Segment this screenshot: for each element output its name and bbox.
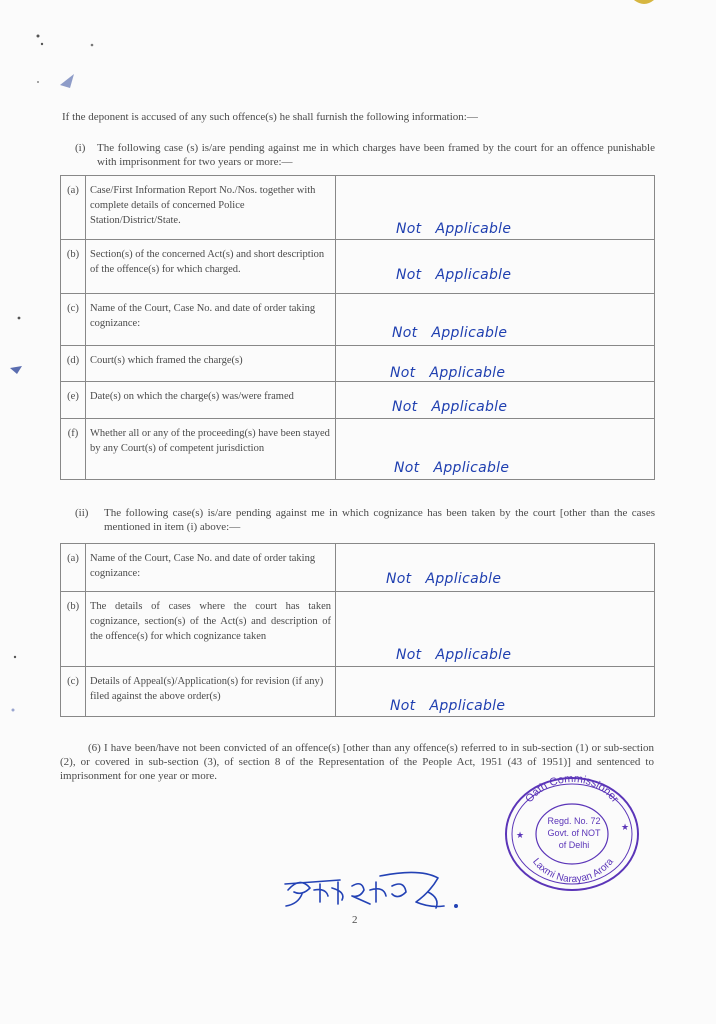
answer-word-1: Not [394,460,420,476]
handwritten-answer [390,699,505,714]
row-label: (b) [61,240,86,294]
handwritten-answer [394,461,509,476]
table-row [61,382,655,419]
deponent-signature [280,862,470,922]
oath-commissioner-stamp [500,768,645,893]
row-label: (a) [61,176,86,240]
answer-word-2: Applicable [431,325,508,341]
answer-word-1: Not [396,221,422,237]
section-1-text: The following case (s) is/are pending against me in which charges have been framed by the court for an offence punishable with imprisonment for two years or more:— [97,142,655,168]
handwritten-answer [386,572,501,587]
row-description: Section(s) of the concerned Act(s) and short description of the offence(s) for which charged. [86,240,336,294]
row-answer [336,419,655,480]
answer-word-2: Applicable [429,698,506,714]
answer-word-1: Not [396,647,422,663]
row-label: (c) [61,294,86,346]
table-row [61,176,655,240]
section-2-number: (ii) [75,507,89,519]
row-answer [336,294,655,346]
row-label: (a) [61,544,86,592]
section-1-number: (i) [75,142,86,154]
stamp-bottom-text: Laxmi Narayan Arora [530,856,616,886]
table-row [61,419,655,480]
row-answer [336,346,655,382]
table-row [61,592,655,667]
row-description: Case/First Information Report No./Nos. together with complete details of concerned Police Station/District/State. [86,176,336,240]
row-label: (e) [61,382,86,419]
intro-text: If the deponent is accused of any such offence(s) he shall furnish the following information:— [62,111,478,123]
answer-word-1: Not [390,365,416,381]
scan-specks [30,30,110,100]
answer-word-2: Applicable [429,365,506,381]
answer-word-1: Not [390,698,416,714]
answer-word-2: Applicable [435,267,512,283]
handwritten-answer [392,400,507,415]
row-answer [336,176,655,240]
answer-word-2: Applicable [435,221,512,237]
row-description: The details of cases where the court has taken cognizance, section(s) of the Act(s) and description of the offence(s) for which cognizance taken [86,592,336,667]
row-description: Court(s) which framed the charge(s) [86,346,336,382]
row-label: (c) [61,667,86,717]
answer-word-2: Applicable [431,399,508,415]
section-2-table [60,543,655,717]
page-number: 2 [352,914,358,926]
table-row [61,294,655,346]
table-row [61,346,655,382]
row-description: Details of Appeal(s)/Application(s) for revision (if any) filed against the above order(s) [86,667,336,717]
handwritten-answer [396,222,511,237]
answer-word-2: Applicable [425,571,502,587]
answer-word-2: Applicable [433,460,510,476]
table-row [61,544,655,592]
answer-word-1: Not [386,571,412,587]
row-description: Name of the Court, Case No. and date of order taking cognizance: [86,294,336,346]
stamp-top-text: Oath Commissioner [523,772,622,806]
table-row [61,240,655,294]
stamp-star-left: ★ [516,830,525,840]
paragraph-6: (6) I have been/have not been convicted of an offence(s) [other than any offence(s) referred to in sub-section (1) or sub-section (2), or covered in sub-section (3), of section 8 of the Representation of the People Act, 1951 (43 of 1951)] and sentenced to imprisonment for one year or more. [60,742,654,782]
row-description: Date(s) on which the charge(s) was/were framed [86,382,336,419]
row-description: Name of the Court, Case No. and date of order taking cognizance: [86,544,336,592]
table-row [61,667,655,717]
section-1-heading [75,141,655,171]
stamp-line-2: Govt. of NOT [547,828,601,838]
handwritten-answer [392,326,507,341]
row-label: (b) [61,592,86,667]
row-answer [336,382,655,419]
stamp-star-right: ★ [621,822,630,832]
handwritten-answer [390,366,505,381]
stamp-line-3: of Delhi [558,840,590,850]
answer-word-1: Not [392,399,418,415]
handwritten-answer [396,268,511,283]
answer-word-1: Not [392,325,418,341]
section-1-table [60,175,655,480]
row-answer [336,592,655,667]
section-2-text: The following case(s) is/are pending against me in which cognizance has been taken by the court [other than the cases mentioned in item (i) above:— [104,507,655,533]
answer-word-1: Not [396,267,422,283]
row-label: (f) [61,419,86,480]
stamp-line-1: Regd. No. 72 [547,816,601,826]
answer-word-2: Applicable [435,647,512,663]
row-answer [336,667,655,717]
row-answer [336,240,655,294]
handwritten-answer [396,648,511,663]
corner-mark [630,0,660,10]
row-description: Whether all or any of the proceeding(s) have been stayed by any Court(s) of competent jurisdiction [86,419,336,480]
row-answer [336,544,655,592]
margin-specks [6,310,36,720]
section-2-heading [75,506,655,536]
row-label: (d) [61,346,86,382]
